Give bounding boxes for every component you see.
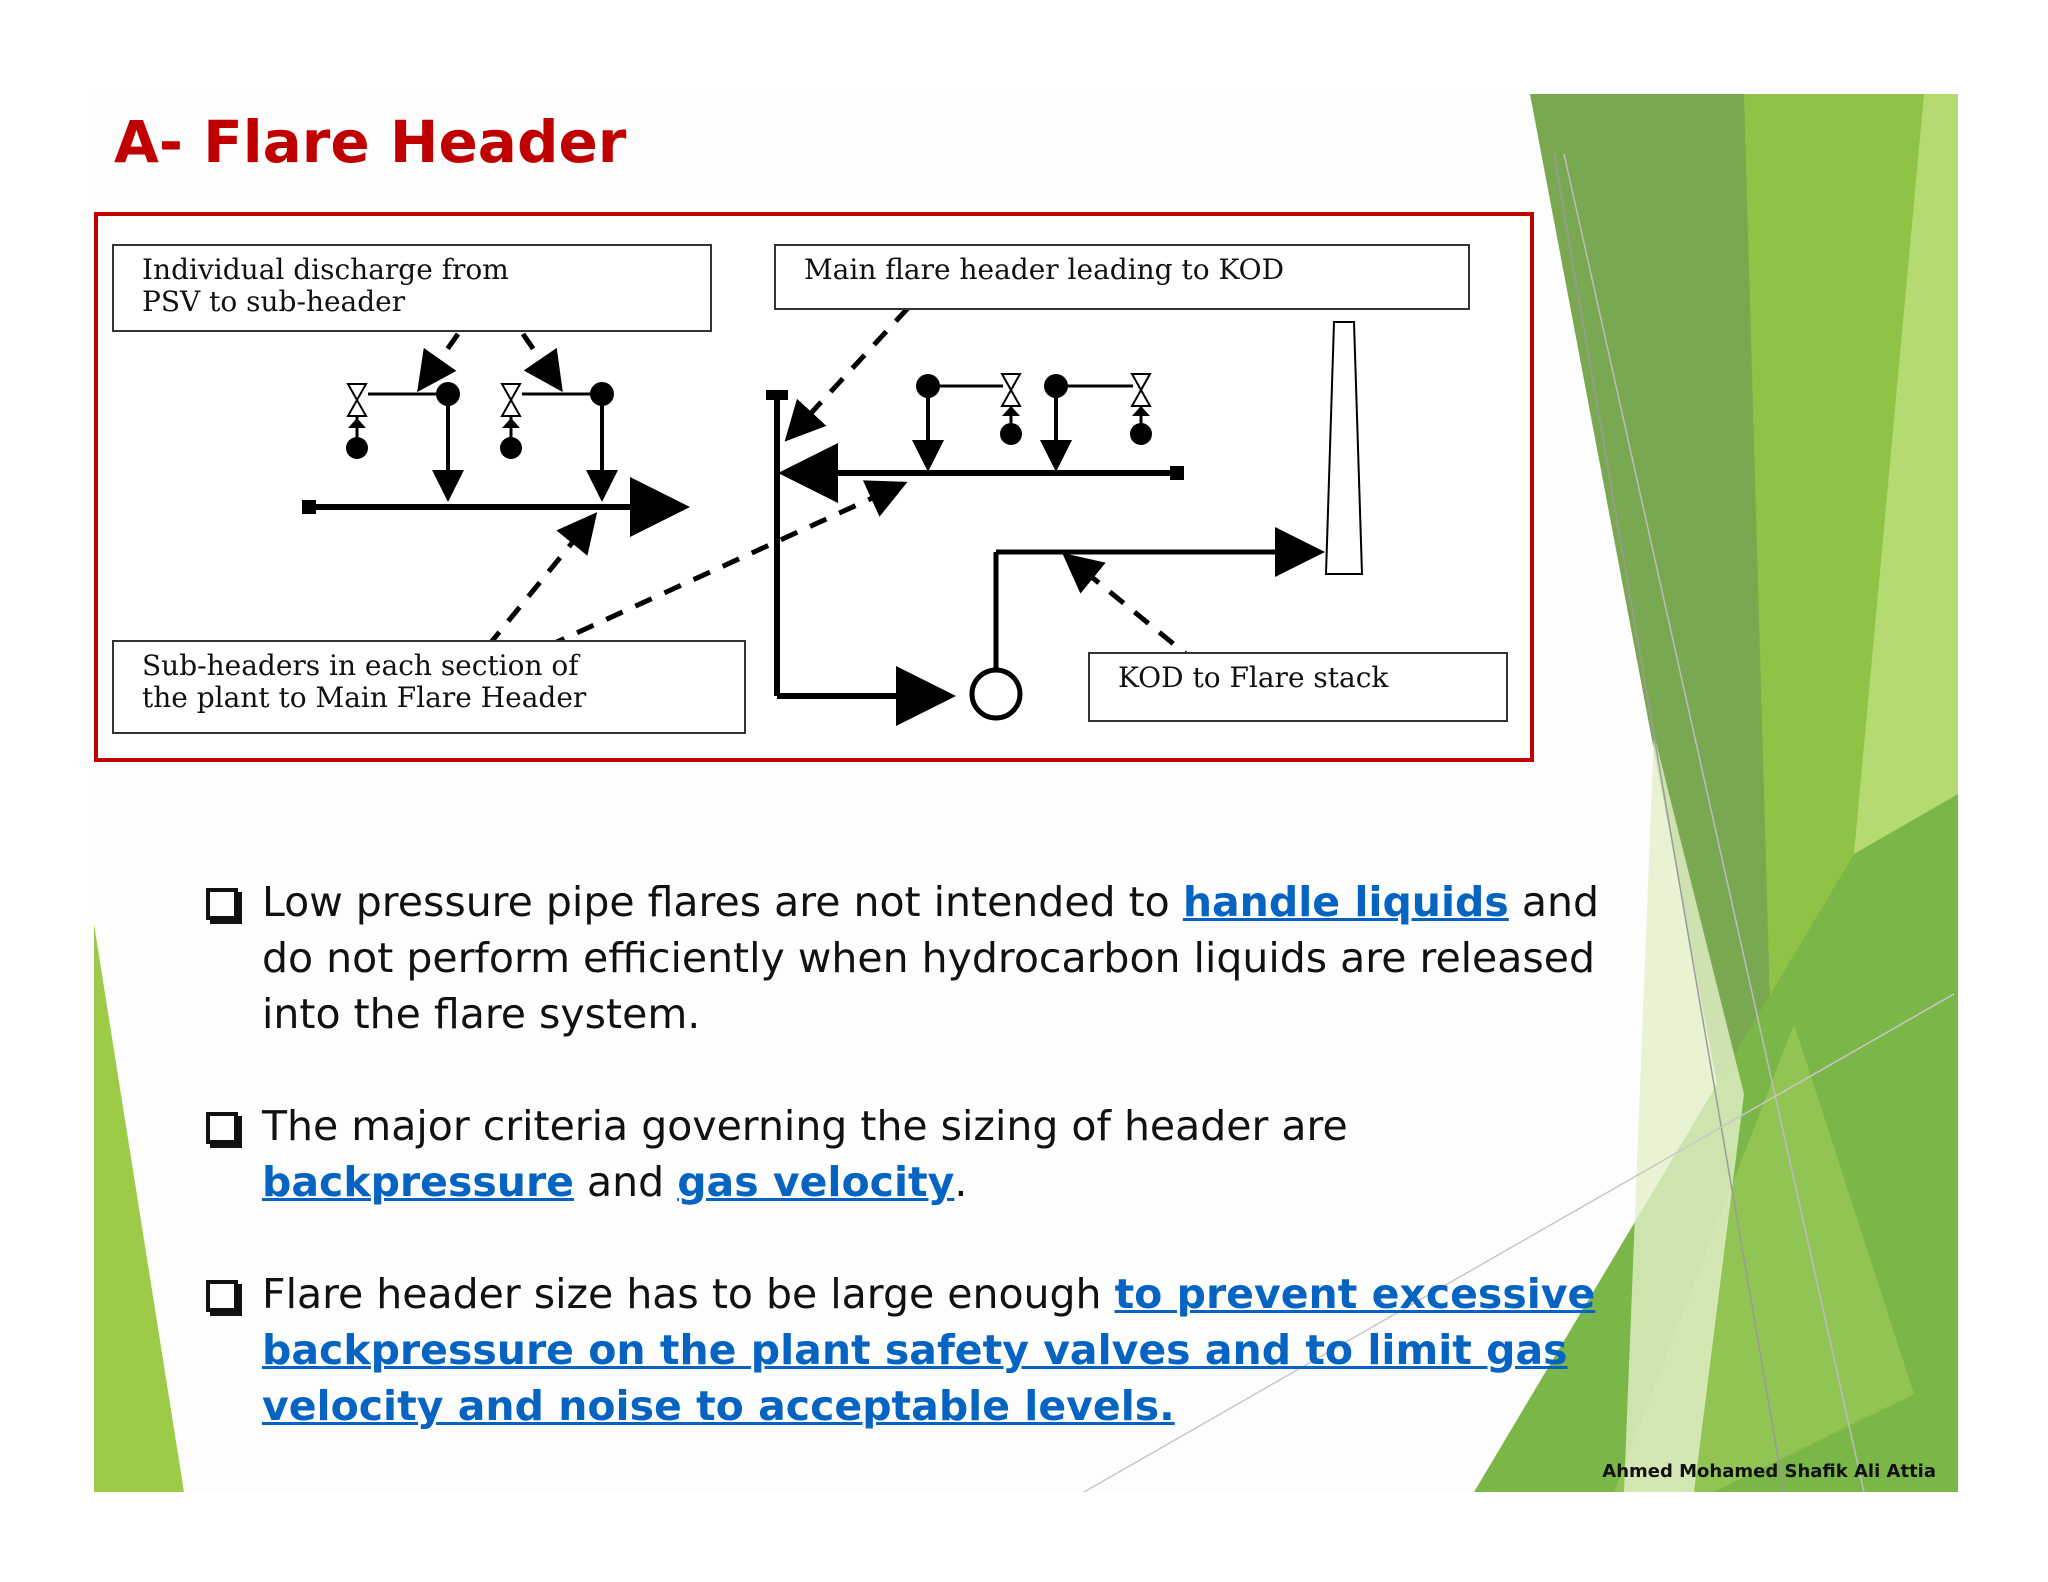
flare-stack-icon	[1326, 322, 1362, 574]
psv-valve-icon	[346, 384, 368, 459]
label-psv-discharge-line1: Individual discharge from	[142, 253, 509, 286]
checkbox-bullet-icon	[206, 1112, 238, 1144]
author-credit: Ahmed Mohamed Shafik Ali Attia	[1602, 1461, 1936, 1482]
bullet-highlight: handle liquids	[1182, 878, 1509, 926]
bullet-item	[206, 1266, 1606, 1434]
label-sub-headers-line2: the plant to Main Flare Header	[142, 681, 587, 714]
main-flare-header	[766, 390, 1184, 696]
psv-valve-icon	[1130, 374, 1152, 445]
bullet-text: The major criteria governing the sizing of header are	[262, 1102, 1348, 1150]
flare-header-diagram	[94, 212, 1534, 762]
right-sub-header	[916, 374, 1133, 468]
bullet-text: Low pressure pipe flares are not intended to	[262, 878, 1183, 926]
bullet-highlight: to prevent excessive backpressure on the plant safety valves and to limit gas velocity and noise to acceptable levels.	[262, 1270, 1596, 1430]
bullet-highlight: gas velocity	[677, 1158, 955, 1206]
label-sub-headers-line1: Sub-headers in each section of	[142, 649, 579, 682]
bullet-text: and	[573, 1158, 678, 1206]
bullet-list	[206, 874, 1606, 1490]
bullet-highlight: backpressure	[262, 1158, 574, 1206]
label-main-flare-header: Main flare header leading to KOD	[774, 244, 1470, 310]
psv-valve-icon	[1000, 374, 1022, 445]
checkbox-bullet-icon	[206, 1280, 238, 1312]
callout-arrows	[420, 308, 1198, 664]
checkbox-bullet-icon	[206, 888, 238, 920]
slide-title: A- Flare Header	[114, 108, 627, 176]
bullet-item	[206, 874, 1606, 1042]
bullet-text: .	[954, 1158, 968, 1206]
bullet-item	[206, 1098, 1606, 1210]
label-psv-discharge	[112, 244, 712, 332]
label-sub-headers	[112, 640, 746, 734]
label-psv-discharge-line2: PSV to sub-header	[142, 285, 406, 318]
deco-left-triangle	[94, 924, 184, 1492]
bullet-text: Flare header size has to be large enough	[262, 1270, 1115, 1318]
bullet-text: and do not perform efficiently when hydrocarbon liquids are released into the flare system.	[262, 878, 1599, 1038]
label-kod-to-flare-stack: KOD to Flare stack	[1088, 652, 1508, 722]
psv-valve-icon	[500, 384, 522, 459]
slide	[94, 94, 1958, 1492]
